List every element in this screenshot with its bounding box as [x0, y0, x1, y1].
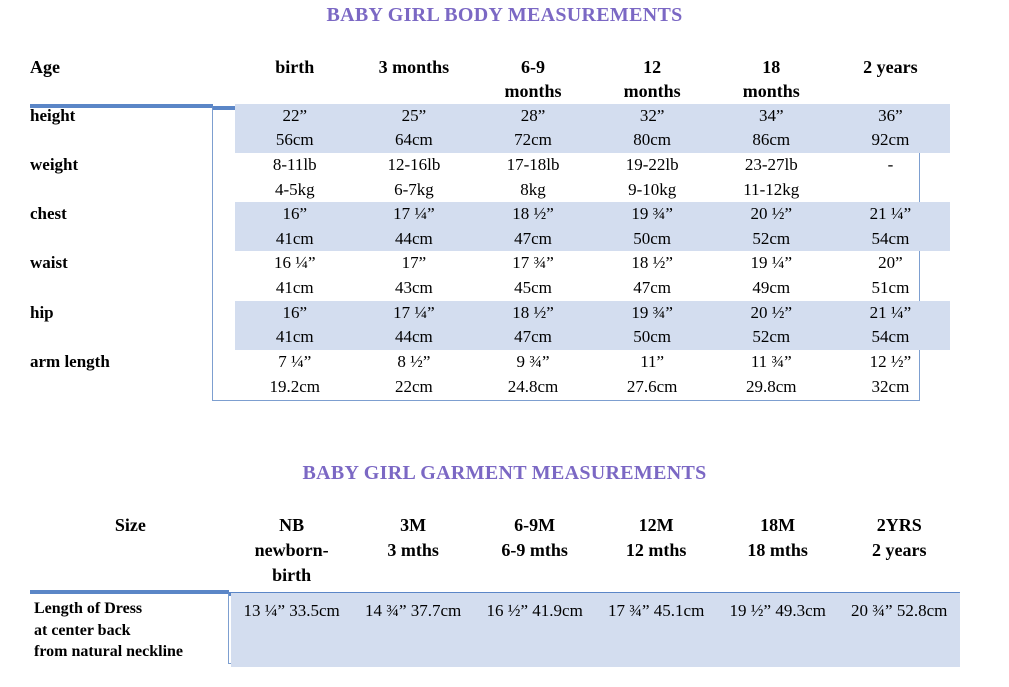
value-metric: 54cm — [871, 327, 910, 347]
garment-table-header-row — [30, 512, 960, 593]
value-imperial: 16 ½” — [486, 601, 529, 621]
value-metric: 45.1cm — [653, 601, 705, 621]
value-metric: 41cm — [275, 327, 314, 347]
body-measurements-table — [30, 55, 950, 399]
value-metric: 51cm — [871, 278, 910, 298]
body-data-cell — [354, 153, 473, 202]
body-data-cell — [593, 301, 712, 350]
value-metric: 22cm — [395, 376, 433, 396]
body-data-cell — [235, 153, 354, 202]
body-column-header-line1: 3 months — [378, 57, 450, 77]
value-imperial: 18 ½” — [512, 204, 554, 224]
value-metric: 8kg — [520, 179, 546, 199]
value-imperial: 16” — [282, 302, 308, 322]
garment-column-header-line3: birth — [272, 564, 312, 585]
body-data-cell — [712, 251, 831, 300]
value-metric: 72cm — [514, 130, 552, 150]
value-metric: 45cm — [514, 278, 552, 298]
body-row-label: height — [30, 105, 76, 125]
value-metric: 50cm — [633, 327, 672, 347]
value-metric: 44cm — [395, 327, 433, 347]
body-column-header — [473, 55, 592, 104]
value-metric: 47cm — [514, 327, 552, 347]
body-column-header-line1: 6-9 — [521, 57, 546, 77]
body-data-cell — [235, 202, 354, 251]
body-data-cell — [235, 350, 354, 399]
value-imperial: 12 ½” — [869, 352, 912, 371]
value-imperial: 18 ½” — [631, 253, 673, 273]
body-data-cell — [712, 153, 831, 202]
body-data-cell — [473, 301, 592, 350]
value-imperial: 20” — [878, 253, 903, 273]
garment-measurements-title: BABY GIRL GARMENT MEASUREMENTS — [302, 462, 707, 484]
value-imperial: 8-11lb — [272, 154, 317, 174]
body-column-header — [593, 55, 712, 104]
body-data-cell — [473, 104, 592, 153]
body-column-header-line2: months — [504, 81, 562, 102]
body-data-cell — [235, 104, 354, 153]
body-column-header — [712, 55, 831, 104]
garment-column-header-line2: newborn- — [254, 539, 329, 560]
value-imperial: 19 ¾” — [631, 204, 673, 224]
garment-column-header — [352, 512, 474, 593]
body-data-cell — [473, 251, 592, 300]
garment-column-header-line1: 2YRS — [876, 515, 922, 535]
value-metric: 80cm — [633, 130, 672, 150]
value-imperial: 9 ¾” — [516, 352, 550, 371]
value-imperial: 17-18lb — [506, 154, 560, 174]
value-imperial: 14 ¾” — [364, 601, 407, 621]
body-column-header-line2: months — [623, 81, 681, 102]
body-data-cell — [593, 251, 712, 300]
value-imperial: 11 ¾” — [750, 352, 792, 371]
garment-column-header-line2: 3 mths — [387, 539, 439, 560]
table-row — [30, 251, 950, 300]
value-imperial: 17 ¼” — [393, 204, 435, 224]
garment-data-cell — [474, 593, 596, 666]
garment-data-cell — [595, 593, 717, 666]
value-metric: 52cm — [752, 327, 791, 347]
value-imperial: 32” — [639, 105, 665, 125]
value-metric: 49.3cm — [775, 601, 826, 621]
body-row-label: chest — [30, 204, 67, 224]
value-metric: 50cm — [633, 228, 672, 248]
value-imperial: 7 ¼” — [278, 352, 312, 371]
value-metric: 47cm — [514, 228, 552, 248]
body-data-cell — [712, 104, 831, 153]
body-row-label: weight — [30, 154, 79, 174]
body-data-cell — [235, 251, 354, 300]
body-row-label: arm length — [30, 352, 110, 371]
table-row — [30, 153, 950, 202]
body-data-cell — [593, 350, 712, 399]
value-metric: 54cm — [871, 228, 910, 248]
value-imperial: 13 ¼” — [243, 601, 285, 621]
table-row — [30, 593, 960, 666]
value-imperial: 34” — [759, 105, 784, 125]
value-metric: 92cm — [871, 130, 910, 150]
value-imperial: - — [887, 154, 894, 174]
garment-row-label — [30, 593, 231, 666]
garment-measurements-table — [30, 512, 960, 667]
body-data-cell — [235, 301, 354, 350]
value-imperial: 28” — [520, 105, 546, 125]
value-metric: 41cm — [275, 228, 314, 248]
garment-row-label-line1: Length of Dress — [34, 600, 143, 618]
body-data-cell — [831, 350, 950, 399]
value-imperial: 19 ¼” — [750, 253, 793, 273]
body-table-corner-label: Age — [30, 57, 60, 77]
value-imperial: 19 ½” — [729, 601, 772, 621]
body-data-cell — [593, 104, 712, 153]
body-data-cell — [712, 202, 831, 251]
value-imperial: 11” — [640, 352, 665, 371]
garment-column-header-line2: 12 mths — [625, 539, 687, 560]
value-metric: 27.6cm — [626, 376, 678, 396]
body-data-cell — [593, 153, 712, 202]
value-metric: 86cm — [752, 130, 791, 150]
value-metric: 6-7kg — [394, 179, 434, 199]
value-imperial: 20 ¾” — [851, 601, 893, 621]
value-metric: 24.8cm — [507, 376, 559, 396]
garment-table-corner-label: Size — [114, 515, 146, 535]
value-metric: 11-12kg — [743, 179, 800, 199]
value-metric: 29.8cm — [746, 376, 797, 396]
body-column-header-line1: 2 years — [863, 57, 918, 77]
body-column-header-line1: 18 — [762, 57, 781, 77]
garment-column-header — [717, 512, 839, 593]
body-column-header-line1: 12 — [643, 57, 662, 77]
garment-row-label-line3: from natural neckline — [34, 642, 184, 660]
body-table-header-row — [30, 55, 950, 104]
garment-column-header — [595, 512, 717, 593]
body-data-cell — [354, 251, 473, 300]
garment-column-header-line2: 18 mths — [747, 539, 808, 560]
value-imperial: 16” — [282, 204, 308, 224]
garment-data-cell — [717, 593, 839, 666]
body-data-cell — [593, 202, 712, 251]
garment-column-header-line1: 18M — [760, 515, 796, 535]
value-imperial: 20 ½” — [750, 302, 793, 322]
body-measurements-title: BABY GIRL BODY MEASUREMENTS — [326, 4, 683, 26]
table-row — [30, 301, 950, 350]
table-row — [30, 350, 950, 399]
body-data-cell — [831, 202, 950, 251]
body-data-cell — [354, 202, 473, 251]
value-metric: 19.2cm — [269, 376, 321, 396]
table-row — [30, 202, 950, 251]
garment-column-header-line2: 2 years — [871, 539, 927, 560]
table-row — [30, 104, 950, 153]
value-imperial: 17 ¾” — [512, 253, 554, 273]
body-row-label: hip — [30, 302, 54, 322]
body-row-label: waist — [30, 253, 68, 273]
body-column-header-line2: months — [742, 81, 800, 102]
value-metric: 9-10kg — [628, 179, 677, 199]
body-data-cell — [354, 301, 473, 350]
body-column-header — [235, 55, 354, 104]
garment-row-label-line2: at center back — [34, 621, 131, 639]
value-metric: 47cm — [633, 278, 672, 298]
value-imperial: 17 ¼” — [393, 302, 435, 322]
garment-column-header-line1: 12M — [638, 515, 674, 535]
body-data-cell — [473, 202, 592, 251]
value-metric: 52.8cm — [896, 601, 948, 621]
value-imperial: 23-27lb — [744, 154, 798, 174]
body-column-header — [354, 55, 473, 104]
garment-column-header — [474, 512, 596, 593]
value-imperial: 8 ½” — [397, 352, 431, 371]
value-imperial: 17 ¾” — [608, 601, 650, 621]
value-metric: 33.5cm — [289, 601, 340, 621]
garment-column-header-line2: 6-9 mths — [501, 539, 568, 560]
value-metric: 32cm — [871, 376, 910, 396]
garment-data-cell — [231, 593, 353, 666]
value-metric: 64cm — [395, 130, 433, 150]
garment-column-header — [231, 512, 353, 593]
body-data-cell — [831, 251, 950, 300]
value-imperial: 20 ½” — [750, 204, 793, 224]
value-metric: 37.7cm — [410, 601, 462, 621]
garment-column-header-line1: 3M — [400, 515, 427, 535]
value-metric: 44cm — [395, 228, 433, 248]
garment-column-header — [838, 512, 960, 593]
value-metric: 41.9cm — [532, 601, 583, 621]
value-metric: 41cm — [275, 278, 314, 298]
value-imperial: 21 ¼” — [869, 302, 912, 322]
value-imperial: 21 ¼” — [869, 204, 912, 224]
value-imperial: 19-22lb — [625, 154, 679, 174]
value-imperial: 18 ½” — [512, 302, 554, 322]
body-column-header-line1: birth — [275, 57, 315, 77]
value-imperial: 25” — [401, 105, 427, 125]
body-data-cell — [831, 301, 950, 350]
value-imperial: 12-16lb — [387, 154, 441, 174]
body-data-cell — [712, 350, 831, 399]
body-column-header — [831, 55, 950, 104]
garment-column-header-line1: 6-9M — [514, 515, 556, 535]
garment-data-cell — [838, 593, 960, 666]
value-metric: 43cm — [395, 278, 433, 298]
body-data-cell — [712, 301, 831, 350]
value-metric: 49cm — [752, 278, 791, 298]
body-data-cell — [473, 153, 592, 202]
value-imperial: 36” — [878, 105, 903, 125]
value-metric: 52cm — [752, 228, 791, 248]
body-data-cell — [473, 350, 592, 399]
value-imperial: 19 ¾” — [631, 302, 673, 322]
body-data-cell — [354, 350, 473, 399]
value-imperial: 22” — [282, 105, 308, 125]
value-metric: 56cm — [275, 130, 314, 150]
value-metric: 4-5kg — [274, 179, 315, 199]
body-data-cell — [831, 104, 950, 153]
body-data-cell — [831, 153, 950, 202]
value-imperial: 17” — [401, 253, 427, 273]
body-data-cell — [354, 104, 473, 153]
garment-column-header-line1: NB — [279, 515, 305, 535]
value-imperial: 16 ¼” — [274, 253, 316, 273]
garment-data-cell — [352, 593, 474, 666]
